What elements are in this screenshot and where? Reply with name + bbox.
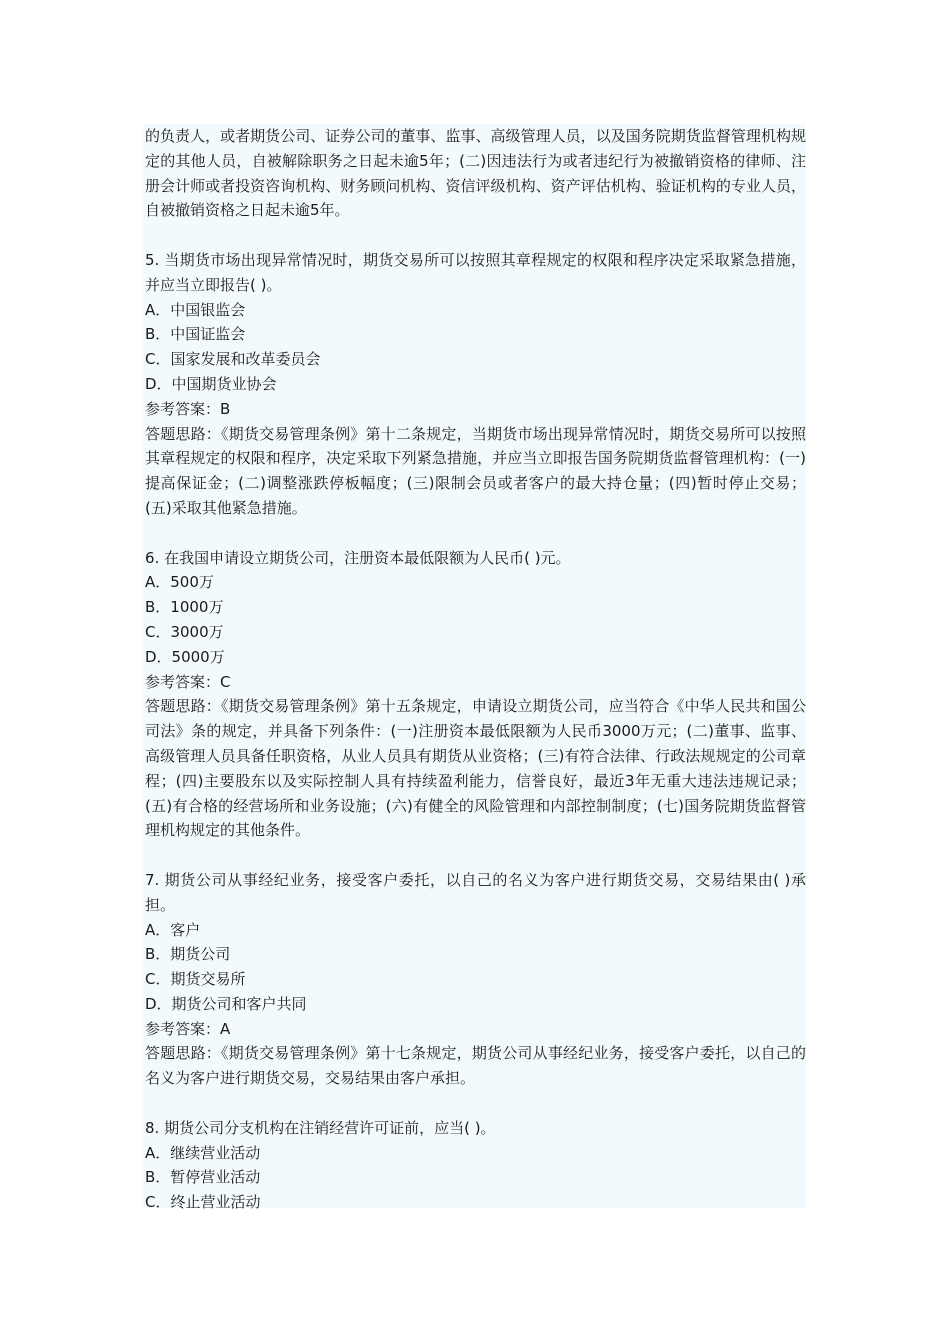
answer-explanation: 答题思路：《期货交易管理条例》第十二条规定，当期货市场出现异常情况时，期货交易所可以按照其章程规定的权限和程序，决定采取下列紧急措施，并应当立即报告国务院期货监督管理机构：(一)提高保证金；(二)调整涨跌停板幅度；(三)限制会员或者客户的最大持仓量；(四)暂时停止交易；(五)采取其他紧急措施。 bbox=[145, 424, 806, 517]
question-block-7 bbox=[145, 868, 806, 1091]
option-a: A．继续营业活动 bbox=[145, 1143, 261, 1162]
paragraph-gap bbox=[145, 1091, 806, 1116]
option-c: C．国家发展和改革委员会 bbox=[145, 350, 321, 369]
option-a: A．客户 bbox=[145, 920, 201, 939]
option-b: B．期货公司 bbox=[145, 945, 231, 964]
option-b: B．1000万 bbox=[145, 598, 224, 617]
question-block-8 bbox=[145, 1116, 806, 1215]
paragraph-gap bbox=[145, 521, 806, 546]
option-b: B．中国证监会 bbox=[145, 325, 246, 344]
document-page bbox=[143, 124, 806, 1212]
option-a: A．500万 bbox=[145, 573, 214, 592]
option-c: C．期货交易所 bbox=[145, 970, 246, 989]
question-text: 8. 期货公司分支机构在注销经营许可证前，应当( )。 bbox=[145, 1118, 496, 1137]
option-d: D．中国期货业协会 bbox=[145, 374, 277, 393]
question-text: 6. 在我国申请设立期货公司，注册资本最低限额为人民币( )元。 bbox=[145, 548, 571, 567]
answer-explanation: 答题思路：《期货交易管理条例》第十五条规定，申请设立期货公司，应当符合《中华人民共和国公司法》条的规定，并具备下列条件：(一)注册资本最低限额为人民币3000万元；(二)董事、监事、高级管理人员具备任职资格，从业人员具有期货从业资格；(三)有符合法律、行政法规规定的公司章程；(四)主要股东以及实际控制人具有持续盈利能力，信誉良好，最近3年无重大违法违规记录；(五)有合格的经营场所和业务设施；(六)有健全的风险管理和内部控制制度；(七)国务院期货监督管理机构规定的其他条件。 bbox=[145, 697, 806, 840]
intro-paragraph: 的负责人，或者期货公司、证券公司的董事、监事、高级管理人员，以及国务院期货监督管理机构规定的其他人员，自被解除职务之日起未逾5年；(二)因违法行为或者违纪行为被撤销资格的律师、注册会计师或者投资咨询机构、财务顾问机构、资信评级机构、资产评估机构、验证机构的专业人员，自被撤销资格之日起未逾5年。 bbox=[145, 127, 806, 220]
reference-answer: 参考答案：B bbox=[145, 399, 231, 418]
question-block-5 bbox=[145, 248, 806, 521]
document-text bbox=[145, 124, 806, 1215]
option-d: D．5000万 bbox=[145, 647, 225, 666]
reference-answer: 参考答案：A bbox=[145, 1019, 231, 1038]
question-block-6 bbox=[145, 546, 806, 844]
paragraph-gap bbox=[145, 223, 806, 248]
paragraph-gap bbox=[145, 843, 806, 868]
question-text: 7. 期货公司从事经纪业务，接受客户委托，以自己的名义为客户进行期货交易，交易结果由( )承担。 bbox=[145, 870, 806, 914]
option-a: A．中国银监会 bbox=[145, 300, 246, 319]
option-b: B．暂停营业活动 bbox=[145, 1168, 261, 1187]
answer-explanation: 答题思路：《期货交易管理条例》第十七条规定，期货公司从事经纪业务，接受客户委托，以自己的名义为客户进行期货交易，交易结果由客户承担。 bbox=[145, 1044, 806, 1088]
option-c: C．3000万 bbox=[145, 622, 224, 641]
option-d: D．期货公司和客户共同 bbox=[145, 994, 307, 1013]
option-c: C．终止营业活动 bbox=[145, 1193, 261, 1212]
reference-answer: 参考答案：C bbox=[145, 672, 231, 691]
question-text: 5. 当期货市场出现异常情况时，期货交易所可以按照其章程规定的权限和程序决定采取紧急措施，并应当立即报告( )。 bbox=[145, 250, 806, 294]
